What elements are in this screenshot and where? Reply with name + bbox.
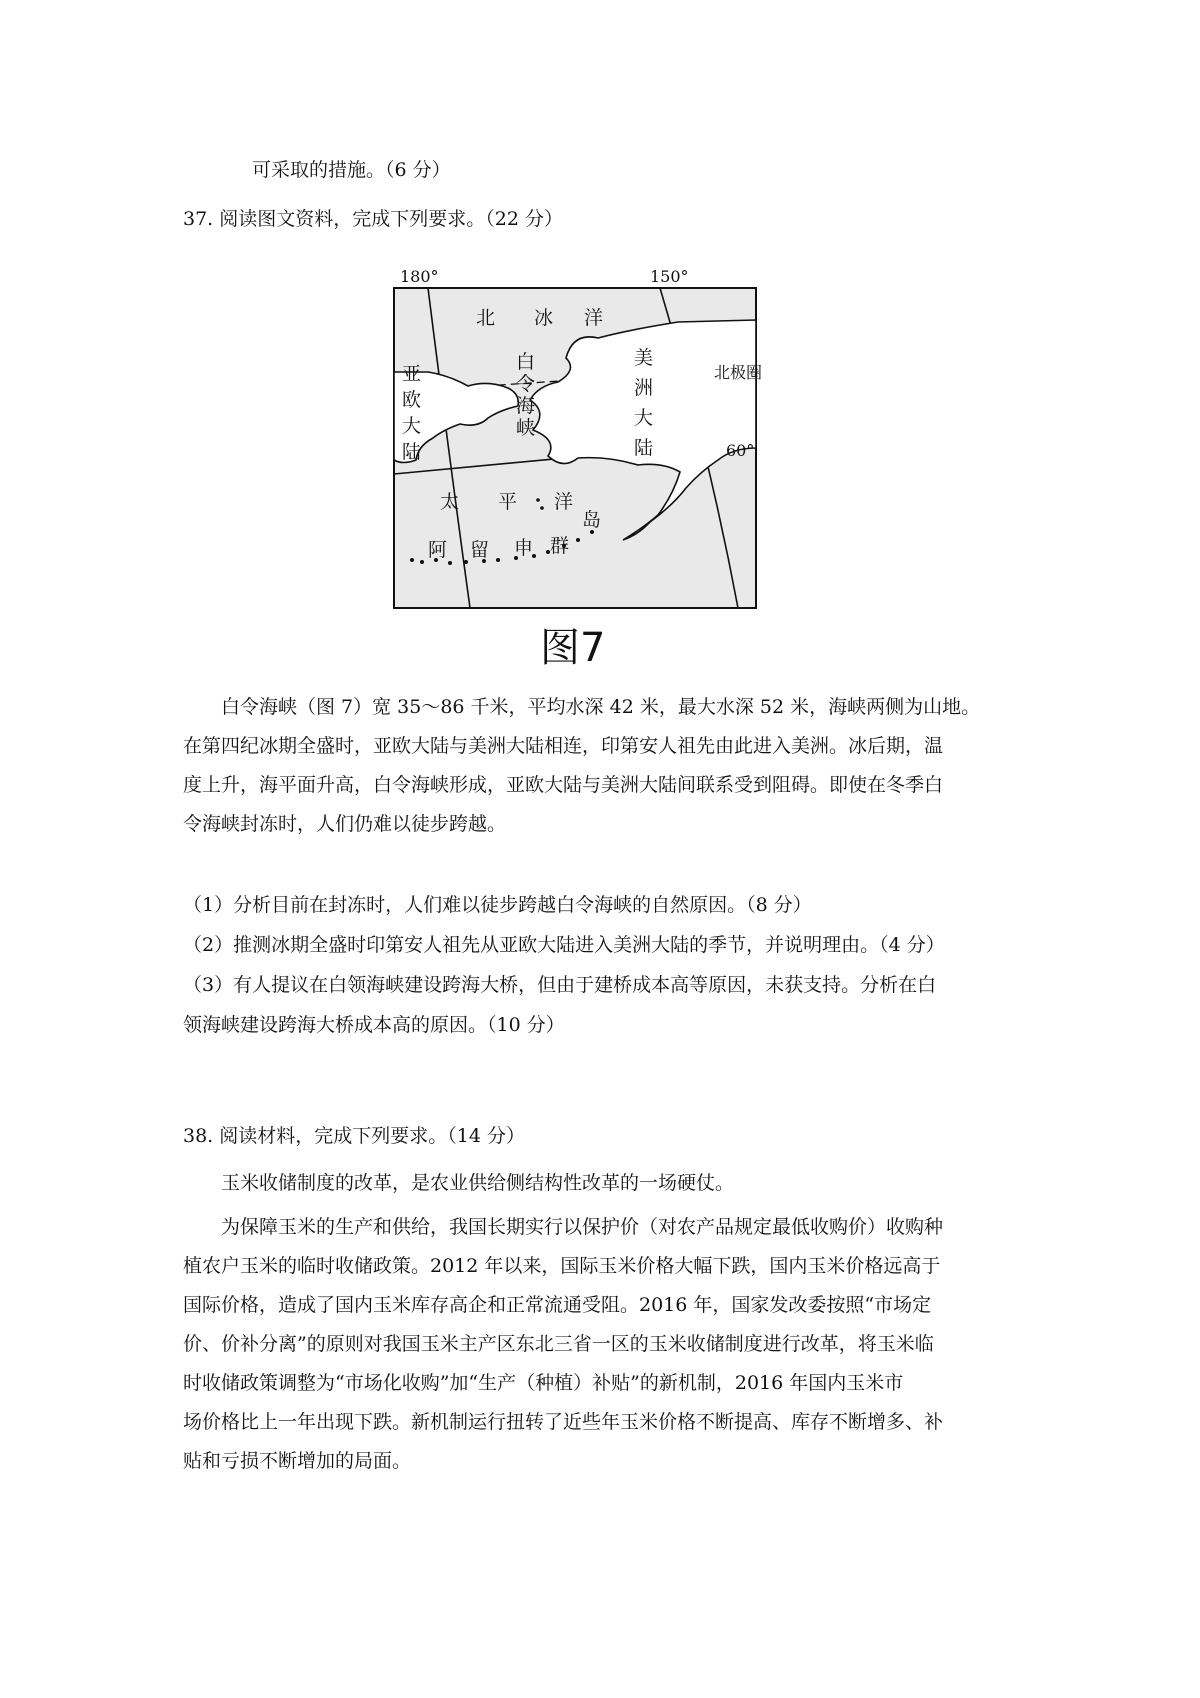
aleutian-char-1: 阿 xyxy=(428,539,448,561)
lon-label-180: 180° xyxy=(400,267,439,286)
strait-char-1: 白 xyxy=(516,351,536,373)
aleutian-char-4: 群 xyxy=(550,535,570,557)
q37-body xyxy=(183,688,1063,844)
ocean-north-char-1: 北 xyxy=(476,307,496,329)
strait-char-2: 令 xyxy=(516,373,536,395)
ocean-north-char-2: 冰 xyxy=(534,307,554,329)
q38-body-line-2: 植农户玉米的临时收储政策。2012 年以来，国际玉米价格大幅下跌，国内玉米价格远高于 xyxy=(183,1255,941,1277)
eurasia-char-2: 欧 xyxy=(402,389,422,411)
q37-subquestions xyxy=(183,885,1063,1045)
q38-body-line-3: 国际价格，造成了国内玉米库存高企和正常流通受阻。2016 年，国家发改委按照“市场定 xyxy=(183,1294,932,1316)
strait-char-3: 海 xyxy=(516,395,536,417)
ocean-north-char-3: 洋 xyxy=(584,307,604,329)
top-line: 可采取的措施。（6 分） xyxy=(252,159,451,181)
q38-body-line-7: 贴和亏损不断增加的局面。 xyxy=(183,1450,412,1472)
arctic-circle-label: 北极圈 xyxy=(714,363,763,382)
america-char-1: 美 xyxy=(634,347,654,369)
bering-strait-map xyxy=(388,260,768,615)
q37-sub3-line-1: （3）有人提议在白领海峡建设跨海大桥，但由于建桥成本高等原因，未获支持。分析在白 xyxy=(183,974,937,996)
q37-body-line-4: 令海峡封冻时，人们仍难以徒步跨越。 xyxy=(183,813,507,835)
q38-body-line-4: 价、价补分离”的原则对我国玉米主产区东北三省一区的玉米收储制度进行改革，将玉米临 xyxy=(183,1333,934,1355)
america-char-2: 洲 xyxy=(634,377,654,399)
q38-body-line-5: 时收储政策调整为“市场化收购”加“生产（种植）补贴”的新机制，2016 年国内玉米市 xyxy=(183,1372,904,1394)
figure-caption: 图7 xyxy=(540,625,606,671)
q38-body-line-1: 为保障玉米的生产和供给，我国长期实行以保护价（对农产品规定最低收购价）收购种 xyxy=(221,1216,944,1238)
q38-body-line-6: 场价格比上一年出现下跌。新机制运行扭转了近些年玉米价格不断提高、库存不断增多、补 xyxy=(183,1411,944,1433)
eurasia-char-1: 亚 xyxy=(402,363,422,385)
q38-heading: 38. 阅读材料，完成下列要求。（14 分） xyxy=(183,1125,525,1147)
aleutian-char-3: 申 xyxy=(514,537,534,559)
aleutian-char-5: 岛 xyxy=(582,509,602,531)
q37-heading: 37. 阅读图文资料，完成下列要求。（22 分） xyxy=(183,208,563,230)
ocean-south-char-1: 太 xyxy=(440,491,460,513)
america-char-4: 陆 xyxy=(634,437,654,459)
lon-label-150: 150° xyxy=(650,267,689,286)
q37-body-line-3: 度上升，海平面升高，白令海峡形成，亚欧大陆与美洲大陆间联系受到阻碍。即使在冬季白 xyxy=(183,774,944,796)
q37-body-line-2: 在第四纪冰期全盛时，亚欧大陆与美洲大陆相连，印第安人祖先由此进入美洲。冰后期，温 xyxy=(183,735,944,757)
eurasia-char-3: 大 xyxy=(402,415,422,437)
ocean-south-char-3: 洋 xyxy=(554,491,574,513)
eurasia-char-4: 陆 xyxy=(402,441,422,463)
q38-intro: 玉米收储制度的改革，是农业供给侧结构性改革的一场硬仗。 xyxy=(221,1172,735,1194)
america-char-3: 大 xyxy=(634,407,654,429)
strait-char-4: 峡 xyxy=(516,417,536,439)
aleutian-char-2: 留 xyxy=(470,539,490,561)
q38-body xyxy=(183,1208,1063,1481)
lat-label-60: 60° xyxy=(726,441,755,460)
q37-body-line-1: 白令海峡（图 7）宽 35～86 千米，平均水深 42 米，最大水深 52 米，海峡两侧为山地。 xyxy=(221,696,981,718)
ocean-south-char-2: 平 xyxy=(498,491,518,513)
q37-sub3-line-2: 领海峡建设跨海大桥成本高的原因。（10 分） xyxy=(183,1014,565,1036)
q37-sub2: （2）推测冰期全盛时印第安人祖先从亚欧大陆进入美洲大陆的季节，并说明理由。（4 分） xyxy=(183,934,945,956)
q37-sub1: （1）分析目前在封冻时，人们难以徒步跨越白令海峡的自然原因。（8 分） xyxy=(183,894,812,916)
